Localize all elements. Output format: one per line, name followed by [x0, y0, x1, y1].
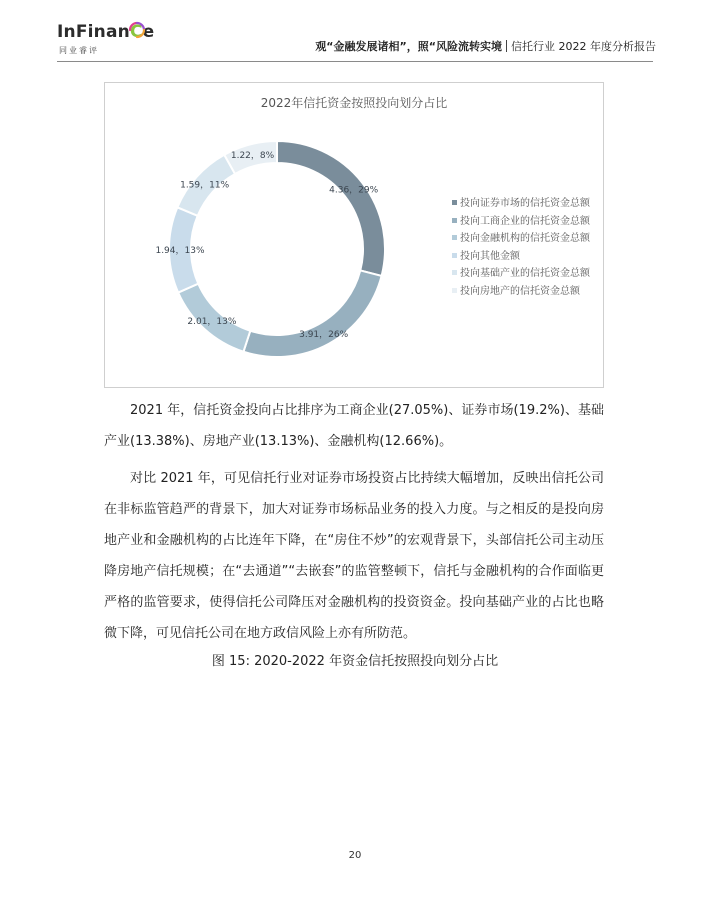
report-slogan: 观“金融发展诸相”，照“风险流转实境 — [315, 40, 502, 53]
legend-label: 投向证券市场的信托资金总额 — [460, 198, 590, 209]
figure-caption: 图 15: 2020-2022 年资金信托按照投向划分占比 — [211, 654, 499, 669]
company-logo — [57, 20, 155, 60]
legend-item — [452, 283, 590, 301]
legend-item — [452, 230, 590, 248]
legend-label: 投向工商企业的信托资金总额 — [460, 215, 590, 227]
page-number: 20 — [348, 850, 362, 861]
donut-slice — [243, 270, 381, 357]
legend-item — [452, 195, 590, 213]
legend-item — [452, 248, 590, 266]
donut-chart — [104, 82, 604, 388]
slice-data-label: 2.01，13% — [187, 316, 237, 327]
slice-data-label: 3.91，26% — [299, 330, 349, 341]
chart-legend — [452, 195, 590, 301]
legend-label: 投向金融机构的信托资金总额 — [460, 233, 590, 245]
logo-text-suffix: e — [142, 22, 155, 42]
logo-text-prefix: InFinan — [57, 22, 130, 42]
legend-item — [452, 265, 590, 283]
legend-swatch — [452, 218, 457, 223]
header-separator — [506, 40, 507, 52]
legend-swatch — [452, 270, 457, 275]
slice-data-label: 4.36，29% — [329, 185, 379, 196]
legend-label: 投向其他金额 — [460, 250, 520, 262]
paragraph-analysis: 对比 2021 年，可见信托行业对证券市场投资占比持续大幅增加，反映出信托公司在非标监管趋严的背景下，加大对证券市场标品业务的投入力度。与之相反的是投向房地产业和金融机构的占比连年下降，在“房住不炒”的宏观背景下，头部信托公司主动压降房地产信托规模；在“去通道”“去嵌套”的监管整顿下，信托与金融机构的合作面临更严格的监管要求，使得信托公司降压对金融机构的投资资金。投向基础产业的占比也略微下降，可见信托公司在地方政信风险上亦有所防范。 — [104, 471, 604, 641]
legend-swatch — [452, 253, 457, 258]
legend-swatch — [452, 288, 457, 293]
chart-title: 2022年信托资金按照投向划分占比 — [260, 96, 448, 110]
header-divider — [57, 61, 653, 62]
slice-data-label: 1.22，8% — [230, 151, 275, 162]
logo-mark-icon — [127, 20, 147, 40]
legend-item — [452, 213, 590, 231]
report-header — [315, 38, 656, 54]
donut-slice — [277, 141, 385, 276]
legend-label: 投向房地产的信托资金总额 — [460, 285, 580, 297]
logo-subtitle: 同业睿评 — [59, 46, 99, 55]
slice-data-label: 1.94，13% — [155, 245, 205, 256]
legend-swatch — [452, 200, 457, 205]
legend-swatch — [452, 235, 457, 240]
slice-data-label: 1.59，11% — [180, 180, 230, 191]
report-title: 信托行业 2022 年度分析报告 — [511, 40, 656, 53]
legend-label: 投向基础产业的信托资金总额 — [460, 268, 590, 280]
logo-text: InFinanCe — [57, 22, 155, 42]
paragraph-ranking: 2021 年，信托资金投向占比排序为工商企业(27.05%)、证券市场(19.2%)、基础产业(13.38%)、房地产业(13.13%)、金融机构(12.66%)。 — [104, 403, 604, 449]
